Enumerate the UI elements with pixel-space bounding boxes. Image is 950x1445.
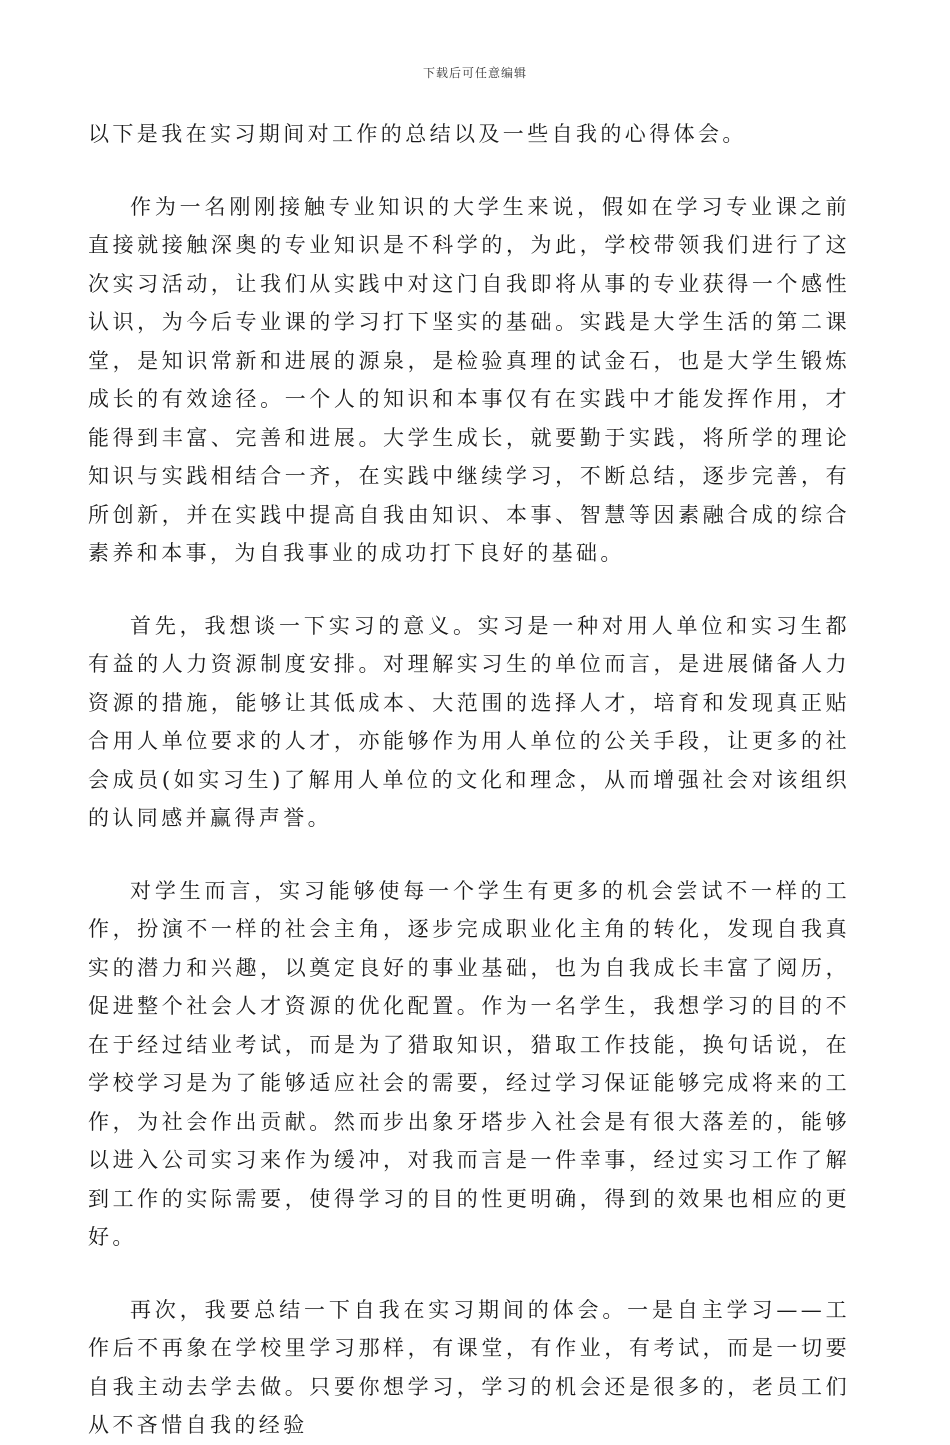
paragraph-experience: 再次，我要总结一下自我在实习期间的体会。一是自主学习——工作后不再象在学校里学习那样，有课堂，有作业，有考试，而是一切要自我主动去学去做。只要你想学习，学习的机会还是很多的，老员工们从不吝惜自我的经验 (88, 1297, 850, 1437)
paragraph-intro: 以下是我在实习期间对工作的总结以及一些自我的心得体会。 (88, 122, 747, 146)
paragraph-practice: 作为一名刚刚接触专业知识的大学生来说，假如在学习专业课之前直接就接触深奥的专业知识是不科学的，为此，学校带领我们进行了这次实习活动，让我们从实践中对这门自我即将从事的专业获得一个感性认识，为今后专业课的学习打下坚实的基础。实践是大学生活的第二课堂，是知识常新和进展的源泉，是检验真理的试金石，也是大学生锻炼成长的有效途径。一个人的知识和本事仅有在实践中才能发挥作用，才能得到丰富、完善和进展。大学生成长，就要勤于实践，将所学的理论知识与实践相结合一齐，在实践中继续学习，不断总结，逐步完善，有所创新，并在实践中提高自我由知识、本事、智慧等因素融合成的综合素养和本事，为自我事业的成功打下良好的基础。 (88, 194, 850, 565)
paragraph-students: 对学生而言，实习能够使每一个学生有更多的机会尝试不一样的工作，扮演不一样的社会主角，逐步完成职业化主角的转化，发现自我真实的潜力和兴趣，以奠定良好的事业基础，也为自我成长丰富了阅历，促进整个社会人才资源的优化配置。作为一名学生，我想学习的目的不在于经过结业考试，而是为了猎取知识，猎取工作技能，换句话说，在学校学习是为了能够适应社会的需要，经过学习保证能够完成将来的工作，为社会作出贡献。然而步出象牙塔步入社会是有很大落差的，能够以进入公司实习来作为缓冲，对我而言是一件幸事，经过实习工作了解到工作的实际需要，使得学习的目的性更明确，得到的效果也相应的更好。 (88, 878, 850, 1249)
page-header: 下载后可任意编辑 (422, 66, 527, 80)
paragraph-gap (88, 573, 850, 607)
paragraph-gap (88, 1257, 850, 1291)
paragraph-gap (88, 838, 850, 872)
paragraph-gap (88, 154, 850, 188)
document-body (88, 115, 850, 1445)
paragraph-meaning: 首先，我想谈一下实习的意义。实习是一种对用人单位和实习生都有益的人力资源制度安排。对理解实习生的单位而言，是进展储备人力资源的措施，能够让其低成本、大范围的选择人才，培育和发现真正贴合用人单位要求的人才，亦能够作为用人单位的公关手段，让更多的社会成员(如实习生)了解用人单位的文化和理念，从而增强社会对该组织的认同感并赢得声誉。 (88, 613, 850, 830)
